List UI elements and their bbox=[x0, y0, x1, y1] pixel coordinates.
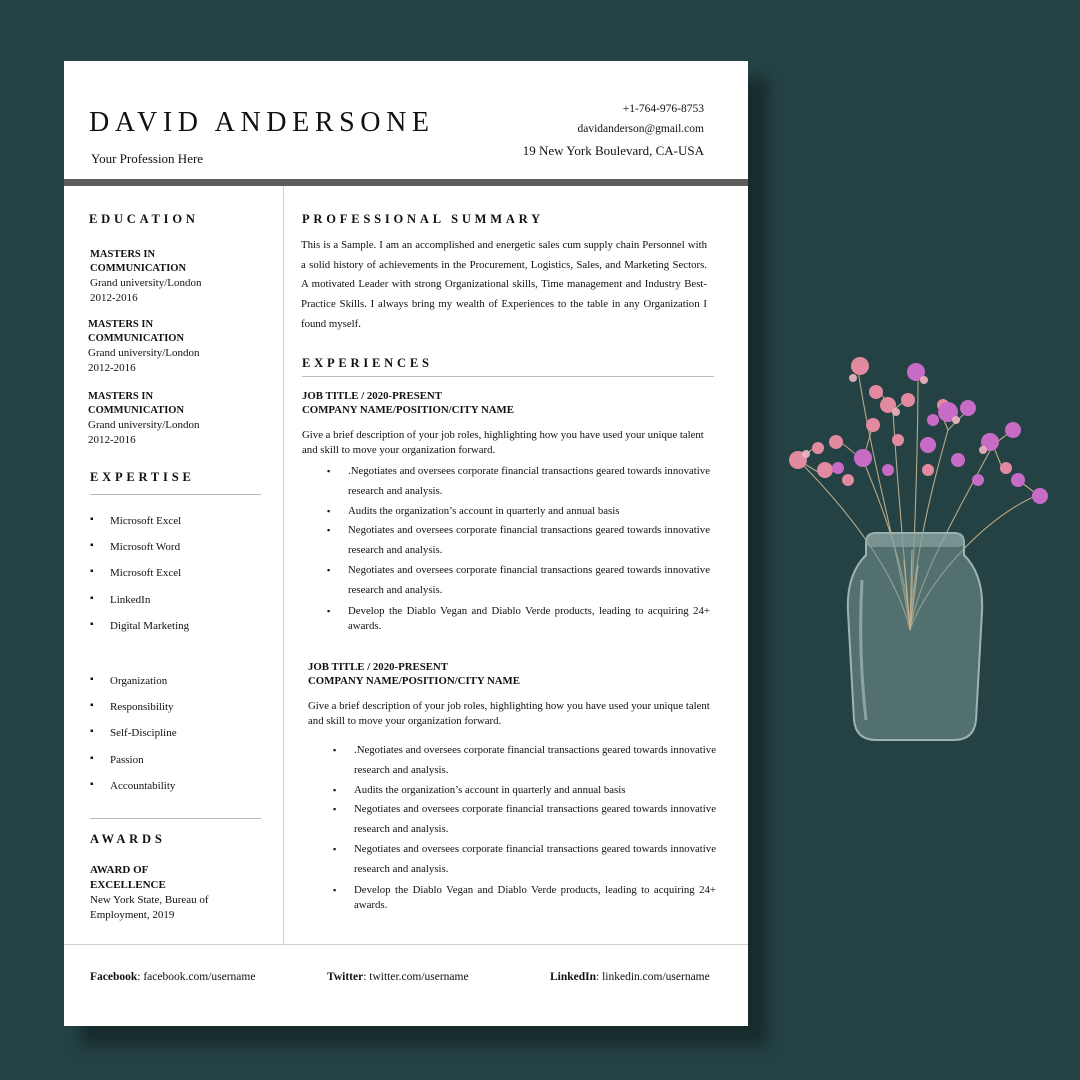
flower-vase-illustration bbox=[778, 350, 1048, 745]
vase-body bbox=[848, 533, 982, 740]
list-item: ▪ LinkedIn bbox=[90, 594, 189, 620]
school: Grand university/London bbox=[90, 277, 202, 290]
degree-line1: MASTERS IN bbox=[90, 249, 156, 260]
vase-rim bbox=[866, 533, 964, 547]
job-company: COMPANY NAME/POSITION/CITY NAME bbox=[308, 674, 520, 687]
profession: Your Profession Here bbox=[91, 151, 204, 166]
awards-rule bbox=[90, 818, 261, 819]
facebook-value: : facebook.com/username bbox=[137, 971, 256, 983]
facebook-label: Facebook bbox=[90, 971, 138, 983]
degree-line2: COMMUNICATION bbox=[88, 405, 185, 417]
years: 2012-2016 bbox=[88, 361, 136, 374]
education-item bbox=[88, 318, 200, 375]
list-item: ▪ .Negotiates and oversees corporate financial transactions geared towards innovative research and analysis. bbox=[348, 462, 710, 502]
summary-text: This is a Sample. I am an accomplished and energetic sales cum supply chain Personnel with a solid history of achievements in the Procurement, Logistics, Sales, and Marketing Sectors. A motivated Leader with strong Organizational skills, Time management and Industry Best-Practice Skills. I always bring my wealth of Experiences to the table in any Organization I found myself. bbox=[301, 239, 707, 330]
traits-list bbox=[90, 675, 177, 806]
summary-heading: PROFESSIONAL SUMMARY bbox=[302, 212, 544, 226]
contact-email: davidanderson@gmail.com bbox=[577, 123, 704, 135]
list-item: ▪ Self-Discipline bbox=[90, 727, 177, 753]
twitter-contact bbox=[327, 971, 469, 983]
education-item bbox=[88, 390, 200, 447]
list-item: ▪ Passion bbox=[90, 754, 177, 780]
linkedin-contact bbox=[550, 971, 710, 983]
job-title: JOB TITLE / 2020-PRESENT bbox=[302, 390, 442, 402]
award-title-line2: EXCELLENCE bbox=[90, 879, 166, 891]
years: 2012-2016 bbox=[90, 291, 138, 304]
list-item: ▪ Responsibility bbox=[90, 701, 177, 727]
contact-address: 19 New York Boulevard, CA-USA bbox=[522, 143, 704, 158]
degree-line2: COMMUNICATION bbox=[90, 263, 187, 275]
job-description: Give a brief description of your job roles, highlighting how you have used your unique talent and skill to move your organization forward. bbox=[308, 700, 710, 727]
linkedin-value: : linkedin.com/username bbox=[596, 971, 710, 983]
footer-divider bbox=[64, 944, 748, 945]
header-divider-bar bbox=[64, 179, 748, 186]
degree-line2: COMMUNICATION bbox=[88, 333, 185, 345]
list-item: ▪ Microsoft Word bbox=[90, 541, 189, 567]
award-item bbox=[90, 863, 209, 923]
twitter-value: : twitter.com/username bbox=[363, 971, 469, 983]
list-item: ▪ Negotiates and oversees corporate financial transactions geared towards innovative research and analysis. bbox=[348, 521, 710, 561]
list-item: ▪ Negotiates and oversees corporate financial transactions geared towards innovative research and analysis. bbox=[354, 800, 716, 840]
facebook-contact bbox=[90, 971, 255, 983]
column-divider bbox=[283, 186, 284, 944]
skills-list bbox=[90, 515, 189, 646]
experiences-rule bbox=[302, 376, 714, 377]
list-item: ▪ .Negotiates and oversees corporate financial transactions geared towards innovative research and analysis. bbox=[354, 741, 716, 781]
list-item: ▪ Microsoft Excel bbox=[90, 567, 189, 593]
list-item: ▪ Audits the organization’s account in quarterly and annual basis bbox=[354, 781, 716, 801]
job-bullets bbox=[302, 462, 710, 634]
expertise-rule bbox=[90, 494, 261, 495]
job-bullets bbox=[308, 741, 716, 913]
list-item: ▪ Microsoft Excel bbox=[90, 515, 189, 541]
list-item: ▪ Develop the Diablo Vegan and Diablo Verde products, leading to acquiring 24+ awards. bbox=[354, 883, 716, 913]
job-entry bbox=[302, 390, 710, 634]
list-item: ▪ Digital Marketing bbox=[90, 620, 189, 646]
awards-heading: AWARDS bbox=[90, 832, 166, 846]
resume-name: DAVID ANDERSONE bbox=[89, 107, 435, 138]
education-item bbox=[90, 248, 202, 305]
school: Grand university/London bbox=[88, 419, 200, 432]
job-entry bbox=[308, 661, 716, 913]
education-heading: EDUCATION bbox=[89, 212, 199, 226]
linkedin-label: LinkedIn bbox=[550, 971, 597, 983]
expertise-heading: EXPERTISE bbox=[90, 470, 195, 484]
school: Grand university/London bbox=[88, 347, 200, 360]
experiences-heading: EXPERIENCES bbox=[302, 356, 433, 370]
list-item: ▪ Negotiates and oversees corporate financial transactions geared towards innovative research and analysis. bbox=[348, 561, 710, 601]
list-item: ▪ Accountability bbox=[90, 780, 177, 806]
job-description: Give a brief description of your job roles, highlighting how you have used your unique talent and skill to move your organization forward. bbox=[302, 429, 704, 456]
resume-sheet bbox=[64, 61, 748, 1026]
degree-line1: MASTERS IN bbox=[88, 391, 154, 402]
list-item: ▪ Negotiates and oversees corporate financial transactions geared towards innovative research and analysis. bbox=[354, 840, 716, 880]
award-detail-line1: New York State, Bureau of bbox=[90, 894, 209, 906]
twitter-label: Twitter bbox=[327, 971, 364, 983]
list-item: ▪ Develop the Diablo Vegan and Diablo Verde products, leading to acquiring 24+ awards. bbox=[348, 604, 710, 634]
contact-phone: +1-764-976-8753 bbox=[622, 103, 704, 115]
list-item: ▪ Organization bbox=[90, 675, 177, 701]
years: 2012-2016 bbox=[88, 433, 136, 446]
list-item: ▪ Audits the organization’s account in quarterly and annual basis bbox=[348, 502, 710, 522]
degree-line1: MASTERS IN bbox=[88, 319, 154, 330]
award-detail-line2: Employment, 2019 bbox=[90, 909, 175, 921]
job-company: COMPANY NAME/POSITION/CITY NAME bbox=[302, 403, 514, 416]
job-title: JOB TITLE / 2020-PRESENT bbox=[308, 661, 448, 673]
flower-vase-icon bbox=[778, 350, 1048, 745]
award-title-line1: AWARD OF bbox=[90, 864, 149, 876]
